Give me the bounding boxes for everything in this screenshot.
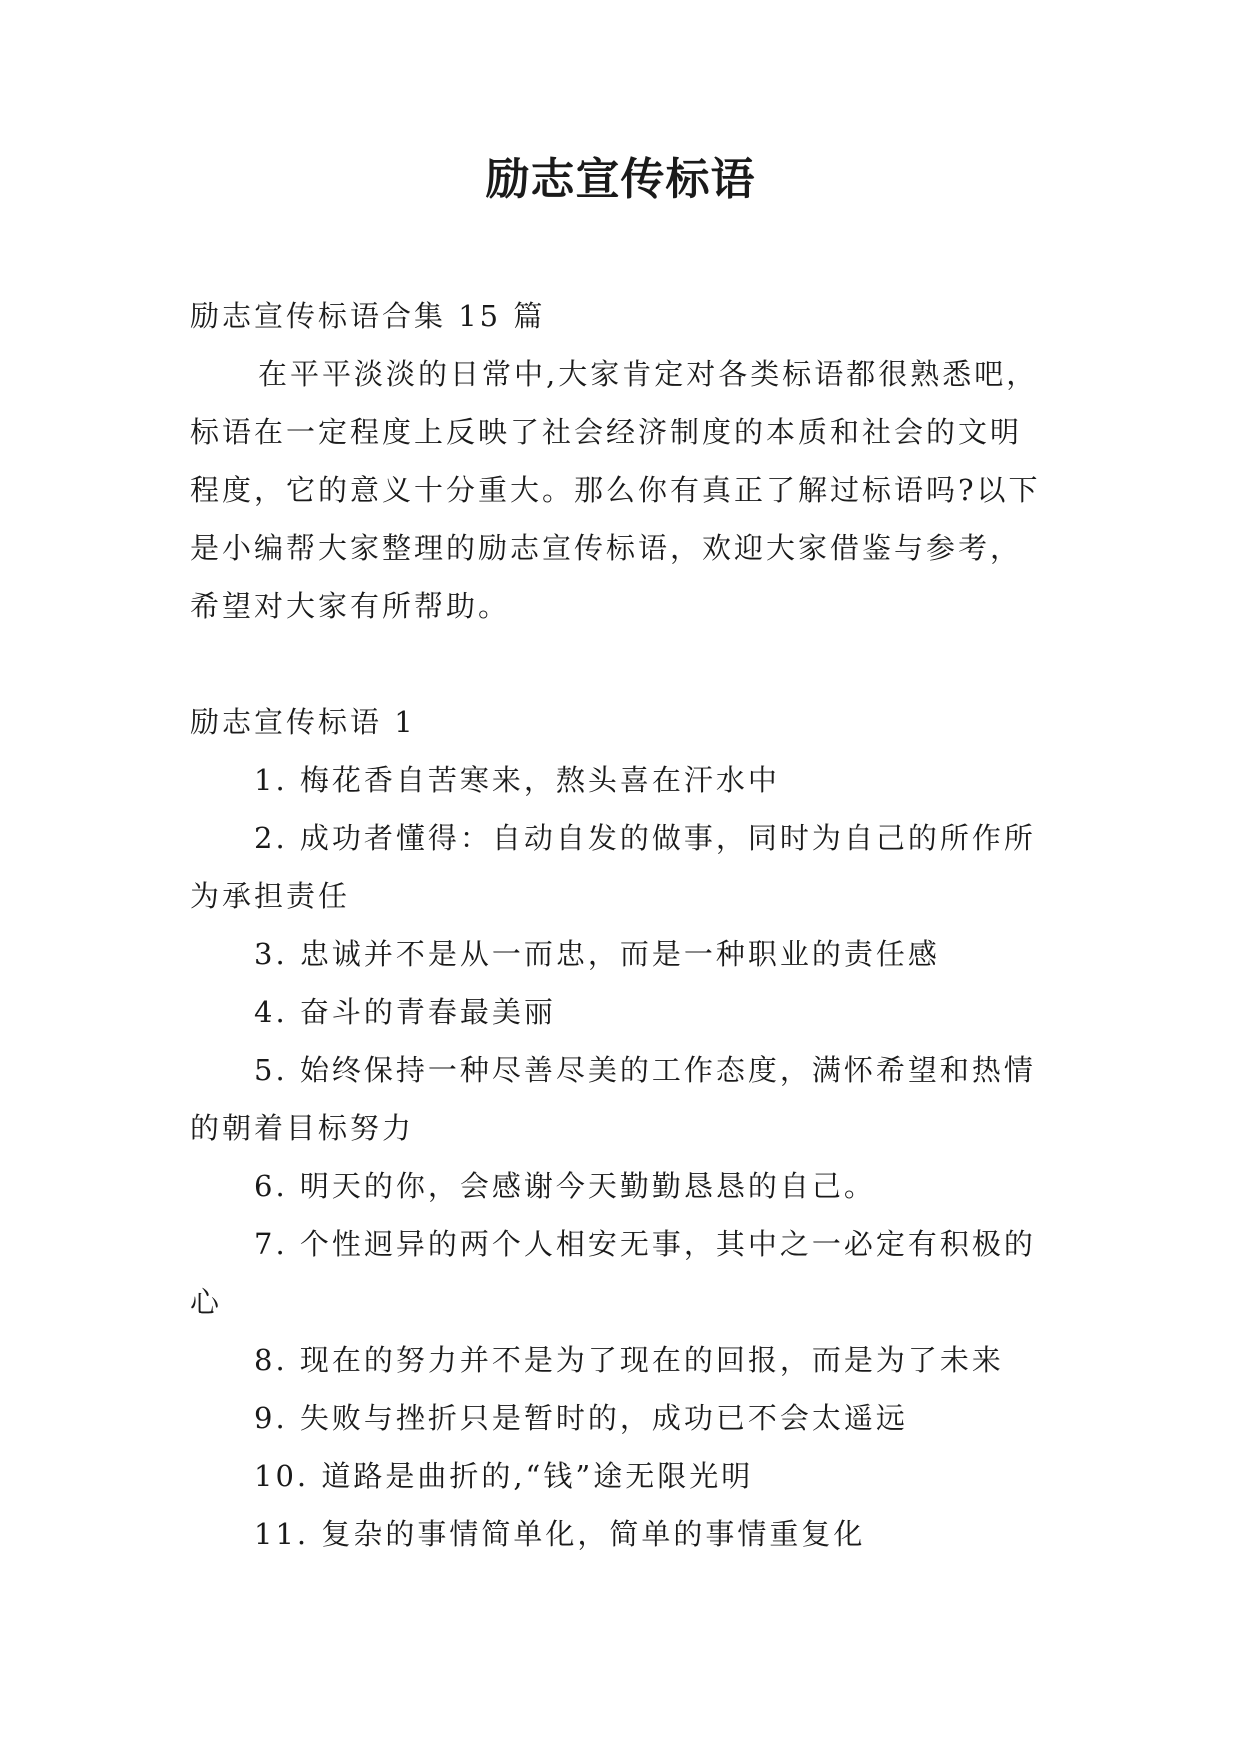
slogan-item: 6. 明天的你，会感谢今天勤勤恳恳的自己。: [254, 1169, 876, 1203]
intro-paragraph: 在平平淡淡的日常中,大家肯定对各类标语都很熟悉吧，标语在一定程度上反映了社会经济制度的本质和社会的文明程度，它的意义十分重大。那么你有真正了解过标语吗?以下是小编帮大家整理的励志宣传标语，欢迎大家借鉴与参考，希望对大家有所帮助。: [190, 357, 1041, 623]
section-heading: 励志宣传标语 1: [190, 705, 416, 739]
collection-subtitle: 励志宣传标语合集 15 篇: [190, 299, 546, 333]
slogan-item: 1. 梅花香自苦寒来，熬头喜在汗水中: [254, 763, 780, 797]
slogan-item: 8. 现在的努力并不是为了现在的回报，而是为了未来: [254, 1343, 1004, 1377]
slogan-item: 4. 奋斗的青春最美丽: [254, 995, 556, 1029]
slogan-item: 7. 个性迥异的两个人相安无事，其中之一必定有积极的心: [190, 1227, 1036, 1319]
slogan-item: 2. 成功者懂得：自动自发的做事，同时为自己的所作所为承担责任: [190, 821, 1036, 913]
slogan-item: 10. 道路是曲折的,“钱”途无限光明: [254, 1459, 754, 1493]
document-body: [190, 287, 1050, 1563]
slogan-item: 9. 失败与挫折只是暂时的，成功已不会太遥远: [254, 1401, 908, 1435]
slogan-item: 5. 始终保持一种尽善尽美的工作态度，满怀希望和热情的朝着目标努力: [190, 1053, 1036, 1145]
spacer: [190, 635, 1050, 693]
slogan-item: 11. 复杂的事情简单化，简单的事情重复化: [254, 1517, 866, 1551]
slogan-item: 3. 忠诚并不是从一而忠，而是一种职业的责任感: [254, 937, 940, 971]
document-title: 励志宣传标语: [485, 154, 756, 205]
